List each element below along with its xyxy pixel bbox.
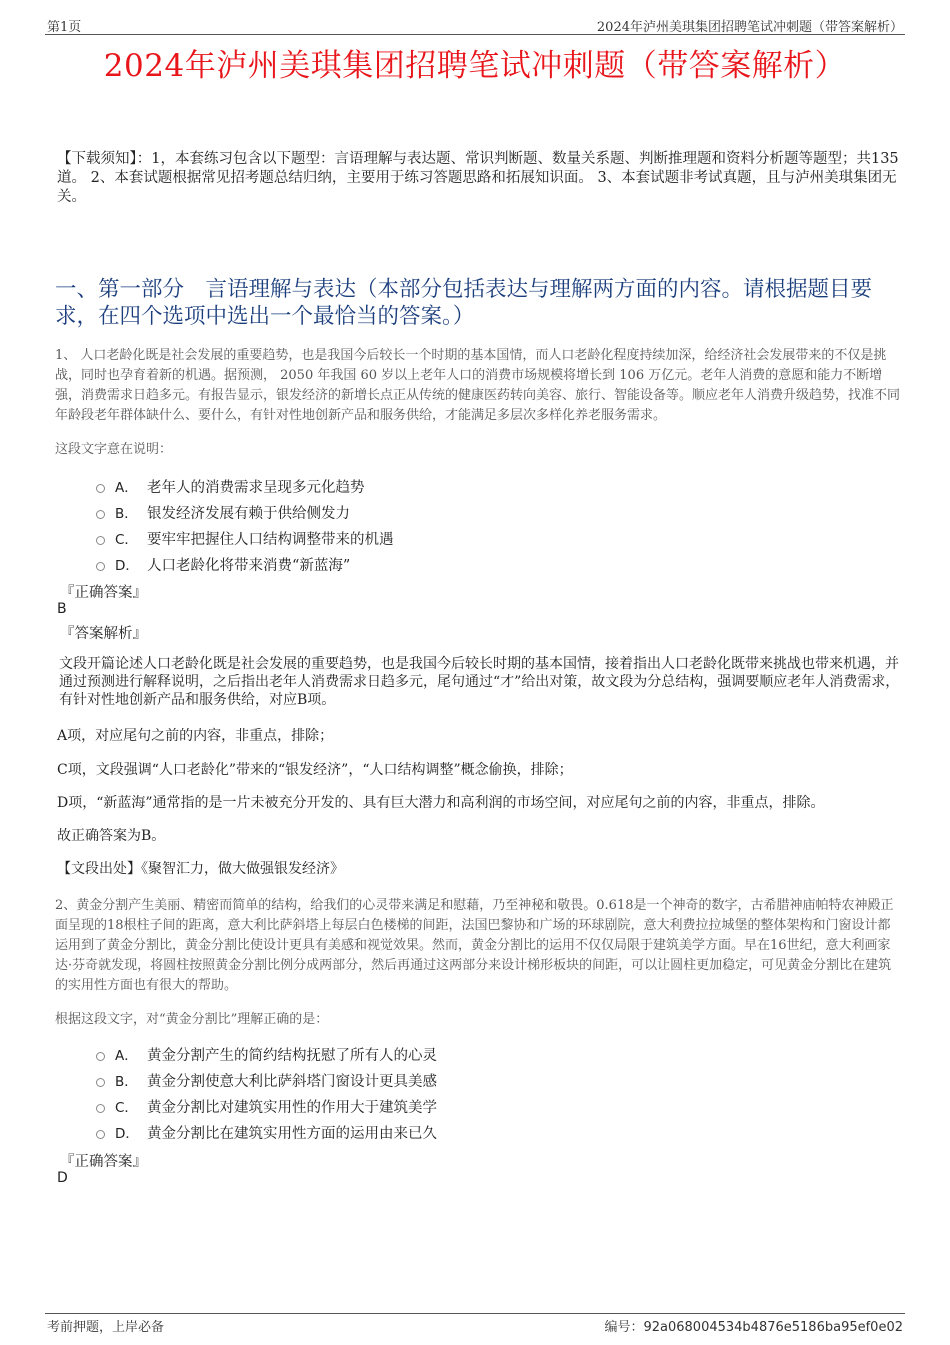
option-c[interactable]: C． 要牢牢把握住人口结构调整带来的机遇 [96,525,394,551]
radio-icon[interactable] [96,1052,105,1061]
document-code: 编号：92a068004534b4876e5186ba95ef0e02 [604,1320,903,1335]
radio-icon[interactable] [96,1104,105,1113]
footer-slogan: 考前押题，上岸必备 [47,1320,165,1335]
analysis-label: 『答案解析』 [60,626,147,642]
page-header [45,14,905,35]
option-b[interactable]: B． 银发经济发展有赖于供给侧发力 [96,499,394,525]
question-1-options [96,473,394,577]
answer-value: D [57,1170,68,1186]
option-d[interactable]: D． 人口老龄化将带来消费“新蓝海” [96,551,394,577]
source-citation: 【文段出处】《聚智汇力，做大做强银发经济》 [57,861,344,877]
question-1-prompt: 这段文字意在说明： [55,442,173,457]
page-number: 第1页 [47,20,82,35]
analysis-note-d: D项，“新蓝海”通常指的是一片未被充分开发的、具有巨大潜力和高利润的市场空间，对应尾句之前的内容，非重点，排除。 [57,795,825,811]
option-c[interactable]: C． 黄金分割比对建筑实用性的作用大于建筑美学 [96,1093,437,1119]
option-a[interactable]: A． 黄金分割产生的简约结构抚慰了所有人的心灵 [96,1041,437,1067]
question-2-prompt: 根据这段文字，对“黄金分割比”理解正确的是： [55,1012,329,1027]
answer-label: 『正确答案』 [60,1154,147,1170]
analysis-note-a: A项，对应尾句之前的内容，非重点，排除； [57,728,334,744]
radio-icon[interactable] [96,562,105,571]
answer-label: 『正确答案』 [60,585,147,601]
analysis-text: 文段开篇论述人口老龄化既是社会发展的重要趋势，也是我国今后较长时期的基本国情，接着指出人口老龄化既带来挑战也带来机遇，并通过预测进行解释说明，之后指出老年人消费需求日趋多元，尾句通过“才”给出对策，故文段为分总结构，强调要顺应老年人消费需求，有针对性地创新产品和服务供给，对应B项。 [59,656,900,708]
option-b[interactable]: B． 黄金分割使意大利比萨斜塔门窗设计更具美感 [96,1067,437,1093]
analysis-note-c: C项，文段强调“人口老龄化”带来的“银发经济”，“人口结构调整”概念偷换，排除； [57,762,573,778]
option-d[interactable]: D． 黄金分割比在建筑实用性方面的运用由来已久 [96,1119,437,1145]
option-a[interactable]: A． 老年人的消费需求呈现多元化趋势 [96,473,394,499]
question-2-options [96,1041,437,1145]
question-1-text: 1、 人口老龄化既是社会发展的重要趋势，也是我国今后较长一个时期的基本国情，而人口老龄化程度持续加深，给经济社会发展带来的不仅是挑战，同时也孕育着新的机遇。据预测， 2050 年我国 60 岁以上老年人口的消费市场规模将增长到 106 万亿元。老年人消费的意愿和能力不断增强，消费需求日趋多元。有报告显示，银发经济的新增长点正从传统的健康医药转向美容、旅行、智能设备等。顺应老年人消费升级趋势，找准不同年龄段老年群体缺什么、要什么，有针对性地创新产品和服务供给，才能满足多层次多样化养老服务需求。 [55,348,901,423]
radio-icon[interactable] [96,510,105,519]
radio-icon[interactable] [96,484,105,493]
header-doc-title: 2024年泸州美琪集团招聘笔试冲刺题（带答案解析） [596,20,903,35]
page-footer [45,1313,905,1334]
analysis-conclusion: 故正确答案为B。 [57,828,166,844]
answer-value: B [57,601,67,617]
radio-icon[interactable] [96,1130,105,1139]
download-notice: 【下载须知】：1，本套练习包含以下题型：言语理解与表达题、常识判断题、数量关系题、判断推理题和资料分析题等题型；共135道。 2、本套试题根据常见招考题总结归纳，主要用于练习答题思路和拓展知识面。 3、本套试题非考试真题，且与泸州美琪集团无关。 [57,151,899,205]
section-title: 一、第一部分 言语理解与表达（本部分包括表达与理解两方面的内容。请根据题目要求，在四个选项中选出一个最恰当的答案。） [55,277,873,329]
radio-icon[interactable] [96,536,105,545]
question-2-text: 2、黄金分割产生美丽、精密而简单的结构，给我们的心灵带来满足和慰藉，乃至神秘和敬畏。0.618是一个神奇的数字，古希腊神庙帕特农神殿正面呈现的18根柱子间的距离，意大利比萨斜塔上每层白色楼梯的间距，法国巴黎协和广场的环球剧院，意大利费拉拉城堡的整体架构和门窗设计都运用到了黄金分割比，黄金分割比使设计更具有美感和视觉效果。然而，黄金分割比的运用不仅仅局限于建筑美学方面。早在16世纪，意大利画家达·芬奇就发现，将圆柱按照黄金分割比例分成两部分，然后再通过这两部分来设计梯形板块的间距，可以让圆柱更加稳定，可见黄金分割比在建筑的实用性方面也有很大的帮助。 [55,898,894,993]
radio-icon[interactable] [96,1078,105,1087]
document-title: 2024年泸州美琪集团招聘笔试冲刺题（带答案解析） [103,48,847,84]
